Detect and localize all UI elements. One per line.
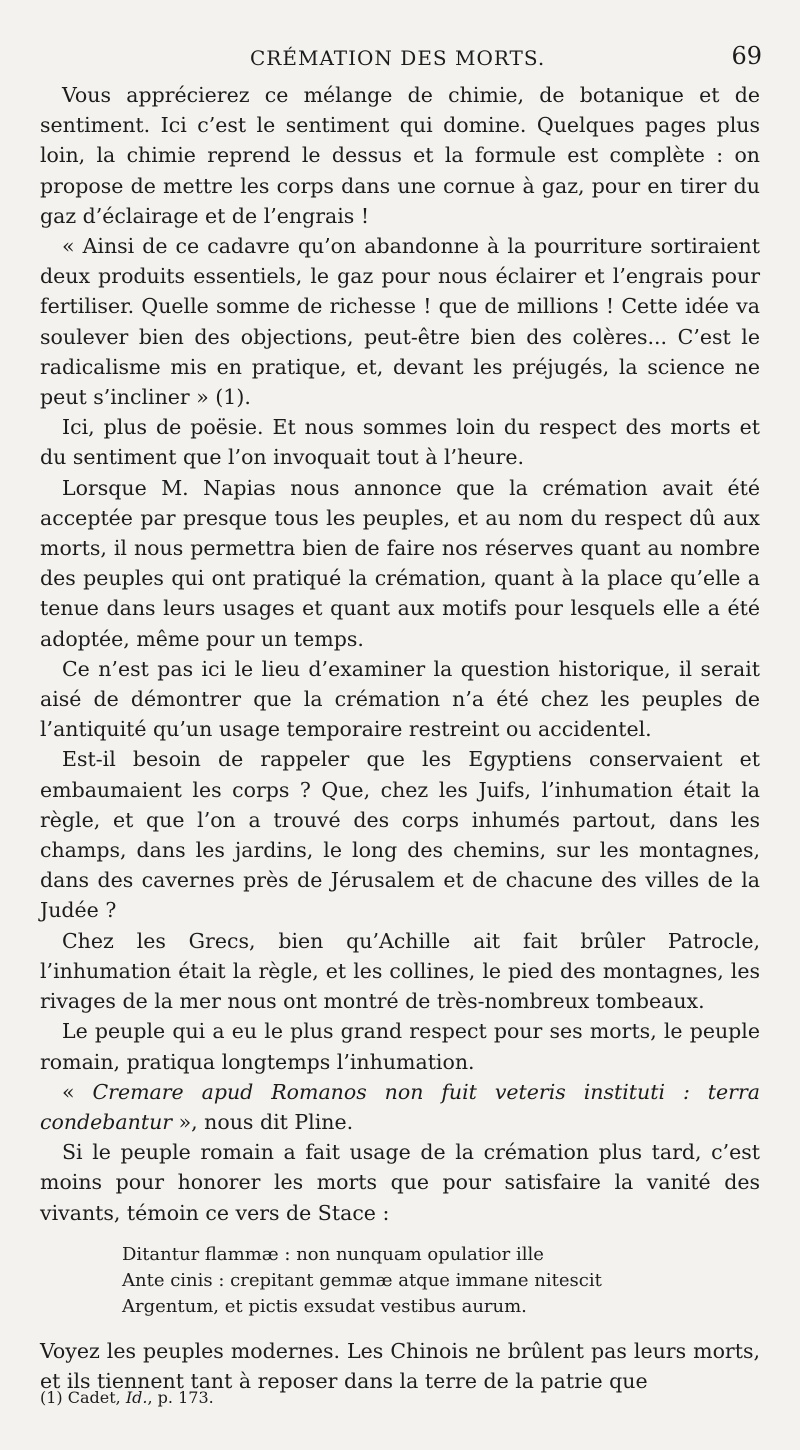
body-text xyxy=(40,80,760,1396)
latin-quote: Cremare apud Romanos non fuit veteris instituti : terra condebantur xyxy=(40,1079,761,1134)
paragraph: Lorsque M. Napias nous annonce que la crémation avait été acceptée par presque tous les peuples, et au nom du respect dû aux morts, il nous permettra bien de faire nos réserves quant au nombre des peuples qui ont pratiqué la crémation, quant à la place qu’elle a tenue dans leurs usages et quant aux motifs pour lesquels elle a été adoptée, même pour un temps. xyxy=(40,475,760,651)
verse-block xyxy=(122,1242,760,1320)
paragraph: « Ainsi de ce cadavre qu’on abandonne à la pourriture sortiraient deux produits essentiels, le gaz pour nous éclairer et l’engrais pour fertiliser. Quelle somme de richesse ! que de millions ! Cette idée va soulever bien des objections, peut-être bien des colères... C’est le radicalisme mis en pratique, et, devant les préjugés, la science ne peut s’incliner » (1). xyxy=(40,234,760,410)
paragraph: Si le peuple romain a fait usage de la crémation plus tard, c’est moins pour honorer les morts que pour satisfaire la vanité des vivants, témoin ce vers de Stace : xyxy=(40,1140,760,1225)
footnote-page: , p. 173. xyxy=(147,1388,214,1407)
verse-line: Ante cinis : crepitant gemmæ atque immane nitescit xyxy=(122,1269,602,1291)
verse-line: Argentum, et pictis exsudat vestibus aurum. xyxy=(122,1295,527,1317)
footnote xyxy=(40,1388,214,1407)
paragraph: Vous apprécierez ce mélange de chimie, de botanique et de sentiment. Ici c’est le sentiment qui domine. Quelques pages plus loin, la chimie reprend le dessus et la formule est complète : on propose de mettre les corps dans une cornue à gaz, pour en tirer du gaz d’éclairage et de l’engrais ! xyxy=(40,83,760,228)
footnote-marker: (1) Cadet, xyxy=(40,1388,126,1407)
paragraph: Le peuple qui a eu le plus grand respect pour ses morts, le peuple romain, pratiqua longtemps l’inhumation. xyxy=(40,1019,760,1074)
running-title: CRÉMATION DES MORTS. xyxy=(250,46,546,70)
page-header xyxy=(0,38,800,78)
paragraph: Ici, plus de poësie. Et nous sommes loin du respect des morts et du sentiment que l’on invoquait tout à l’heure. xyxy=(40,415,760,470)
quote-open: « xyxy=(62,1079,93,1104)
paragraph: Est-il besoin de rappeler que les Egyptiens conservaient et embaumaient les corps ? Que, chez les Juifs, l’inhumation était la règle, et que l’on a trouvé des corps inhumés partout, dans les champs, dans les jardins, le long des chemins, sur les montagnes, dans des cavernes près de Jérusalem et de chacune des villes de la Judée ? xyxy=(40,747,760,923)
verse-line: Ditantur flammæ : non nunquam opulatior ille xyxy=(122,1243,544,1265)
paragraph: Ce n’est pas ici le lieu d’examiner la question historique, il serait aisé de démontrer que la crémation n’a été chez les peuples de l’antiquité qu’un usage temporaire restreint ou accidentel. xyxy=(40,656,760,742)
paragraph-latin-quote xyxy=(40,1077,760,1137)
page-number: 69 xyxy=(731,42,762,70)
quote-attribution: », nous dit Pline. xyxy=(172,1109,354,1134)
paragraph: Voyez les peuples modernes. Les Chinois ne brûlent pas leurs morts, et ils tiennent tant à reposer dans la terre de la patrie que xyxy=(40,1338,760,1393)
footnote-source: Id. xyxy=(125,1388,148,1407)
paragraph: Chez les Grecs, bien qu’Achille ait fait brûler Patrocle, l’inhumation était la règle, et les collines, le pied des montagnes, les rivages de la mer nous ont montré de très-nombreux tombeaux. xyxy=(40,928,760,1014)
